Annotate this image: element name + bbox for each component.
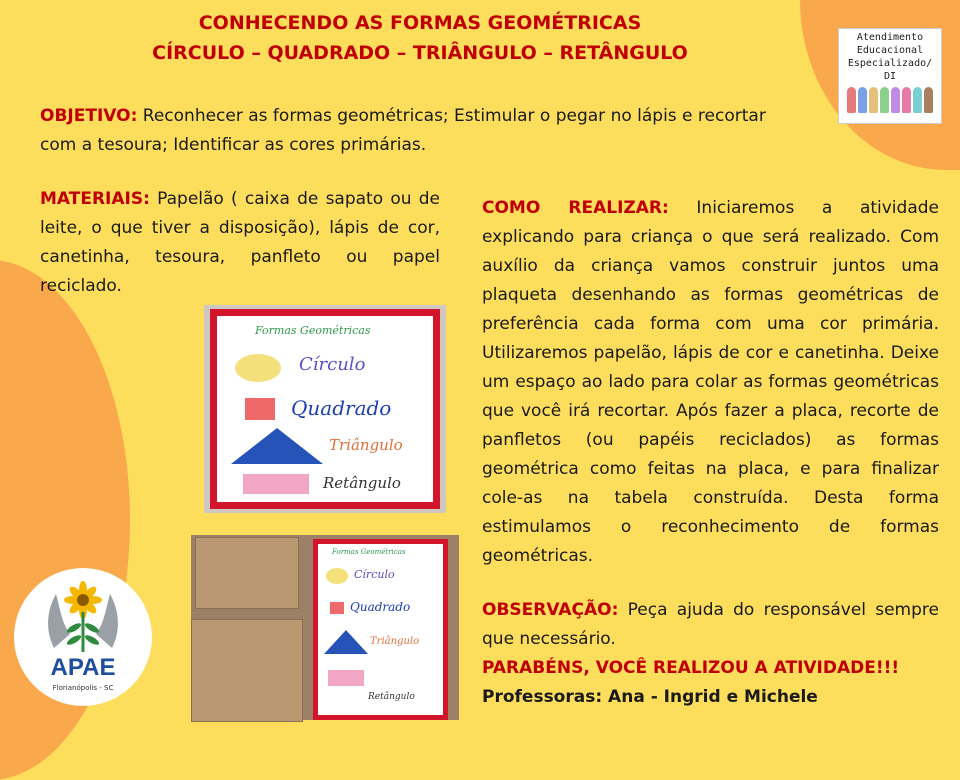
apae-city: Florianópolis - SC xyxy=(52,684,114,692)
aee-logo-line-2: Educacional xyxy=(856,45,924,56)
board-heading-small: Formas Geométricas xyxy=(332,548,406,556)
como-realizar-text: Iniciaremos a atividade explicando para criança o que será realizado. Com auxílio da criança vamos construir juntos uma plaqueta desenhando as formas geométricas de preferência cada forma com uma cor primária. Utilizaremos papelão, lápis de cor e canetinha. Deixe um espaço ao lado para colar as formas geométricas que você irá recortar. Após fazer a placa, recorte de panfletos (ou papéis reciclados) as formas geométrica como feitas na placa, e para finalizar cole-as na tabela construída. Desta forma estimulamos o reconhecimento de formas geométricas. xyxy=(482,198,939,566)
board-label-retangulo: Retângulo xyxy=(323,474,401,492)
children-illustration xyxy=(839,87,941,113)
shapes-board xyxy=(210,309,440,509)
como-realizar-label: COMO REALIZAR: xyxy=(482,198,669,218)
materiais-text: Papelão ( caixa de sapato ou de leite, o que tiver a disposição), lápis de cor, canetinha, tesoura, panfleto ou papel reciclado. xyxy=(40,189,440,296)
board-photo-1 xyxy=(204,305,446,513)
yellow-circle-shape xyxy=(235,354,281,382)
board-label-triangulo: Triângulo xyxy=(329,436,403,454)
parabens-message: PARABÉNS, VOCÊ REALIZOU A ATIVIDADE!!! xyxy=(482,658,900,678)
apae-name: APAE xyxy=(50,654,116,681)
board-label-quadrado-small: Quadrado xyxy=(350,600,411,614)
pink-rectangle-shape xyxy=(243,474,309,494)
materiais-label: MATERIAIS: xyxy=(40,189,150,209)
blue-triangle-shape-small xyxy=(324,630,368,654)
red-square-shape xyxy=(245,398,275,420)
sunflower-hands-icon xyxy=(14,568,152,660)
board-label-triangulo-small: Triângulo xyxy=(370,636,420,647)
pink-rectangle-shape-small xyxy=(328,670,364,686)
professoras-credit: Professoras: Ana - Ingrid e Michele xyxy=(482,687,818,707)
objetivo-text: Reconhecer as formas geométricas; Estimular o pegar no lápis e recortar com a tesoura; Identificar as cores primárias. xyxy=(40,106,766,155)
red-square-shape-small xyxy=(330,602,344,614)
aee-logo-line-1: Atendimento xyxy=(856,32,924,43)
objetivo-section xyxy=(40,102,800,160)
observacao-text: Peça ajuda do responsável sempre que necessário. xyxy=(482,600,939,649)
title-line-2: CÍRCULO – QUADRADO – TRIÂNGULO – RETÂNGULO xyxy=(152,42,688,64)
observacao-section xyxy=(482,596,939,654)
aee-logo-line-3: Especializado/ DI xyxy=(847,58,933,82)
page-title xyxy=(100,8,740,68)
cardboard-piece-top xyxy=(195,537,299,609)
title-line-1: CONHECENDO AS FORMAS GEOMÉTRICAS xyxy=(198,12,642,34)
como-realizar-section xyxy=(482,194,939,571)
board-label-circulo: Círculo xyxy=(299,354,366,375)
aee-logo xyxy=(838,28,942,124)
board-label-circulo-small: Círculo xyxy=(354,568,395,581)
materiais-section xyxy=(40,185,440,301)
board-photo-2 xyxy=(191,535,459,720)
board-label-quadrado: Quadrado xyxy=(291,396,392,420)
yellow-circle-shape-small xyxy=(326,568,348,584)
shapes-board-small xyxy=(313,539,448,720)
observacao-label: OBSERVAÇÃO: xyxy=(482,600,619,620)
apae-logo xyxy=(14,568,152,706)
blue-triangle-shape xyxy=(231,428,323,464)
board-heading: Formas Geométricas xyxy=(255,324,371,337)
board-label-retangulo-small: Retângulo xyxy=(368,692,415,702)
cardboard-piece-bottom xyxy=(191,619,303,722)
objetivo-label: OBJETIVO: xyxy=(40,106,138,126)
